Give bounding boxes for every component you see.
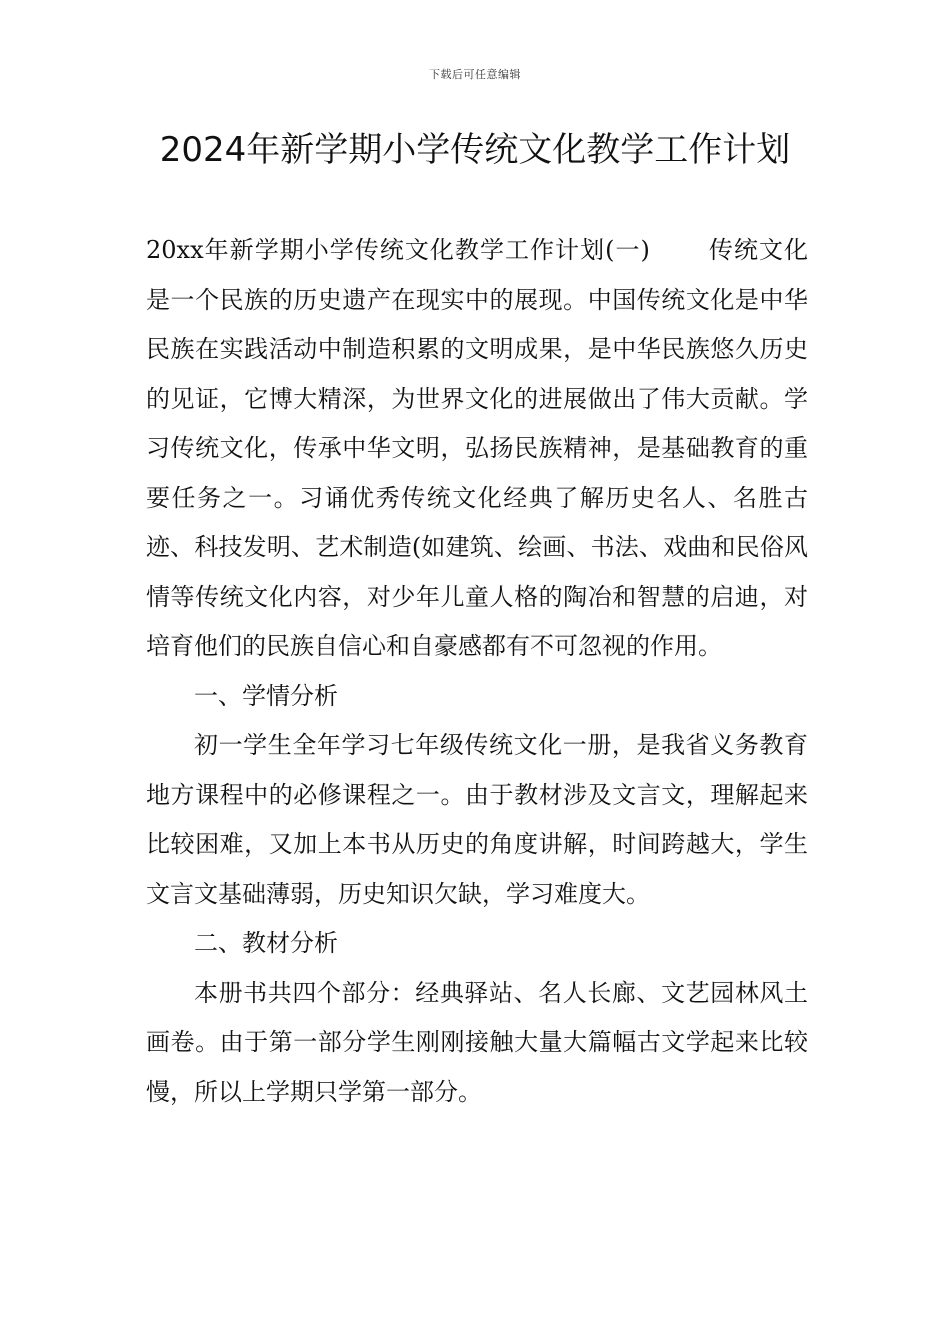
section2-heading: 二、教材分析 xyxy=(194,929,338,957)
document-body xyxy=(146,226,808,1117)
intro-text: 传统文化是一个民族的历史遗产在现实中的展现。中国传统文化是中华民族在实践活动中制造积累的文明成果，是中华民族悠久历史的见证，它博大精深，为世界文化的进展做出了伟大贡献。学习传统文化，传承中华文明，弘扬民族精神，是基础教育的重要任务之一。习诵优秀传统文化经典了解历史名人、名胜古迹、科技发明、艺术制造(如建筑、绘画、书法、戏曲和民俗风情等传统文化内容，对少年儿童人格的陶冶和智慧的启迪，对培育他们的民族自信心和自豪感都有不可忽视的作用。 xyxy=(146,236,809,660)
section1-heading: 一、学情分析 xyxy=(194,681,338,710)
header-note: 下载后可任意编辑 xyxy=(429,68,521,81)
document-title: 2024年新学期小学传统文化教学工作计划 xyxy=(159,130,791,170)
intro-lead: 20xx年新学期小学传统文化教学工作计划(一) xyxy=(146,236,650,264)
intro-paragraph xyxy=(146,226,808,672)
section1-paragraph: 初一学生全年学习七年级传统文化一册，是我省义务教育地方课程中的必修课程之一。由于教材涉及文言文，理解起来比较困难，又加上本书从历史的角度讲解，时间跨越大，学生文言文基础薄弱，历史知识欠缺，学习难度大。 xyxy=(146,731,808,908)
section2-paragraph: 本册书共四个部分：经典驿站、名人长廊、文艺园林风土画卷。由于第一部分学生刚刚接触大量大篇幅古文学起来比较慢，所以上学期只学第一部分。 xyxy=(146,978,808,1106)
